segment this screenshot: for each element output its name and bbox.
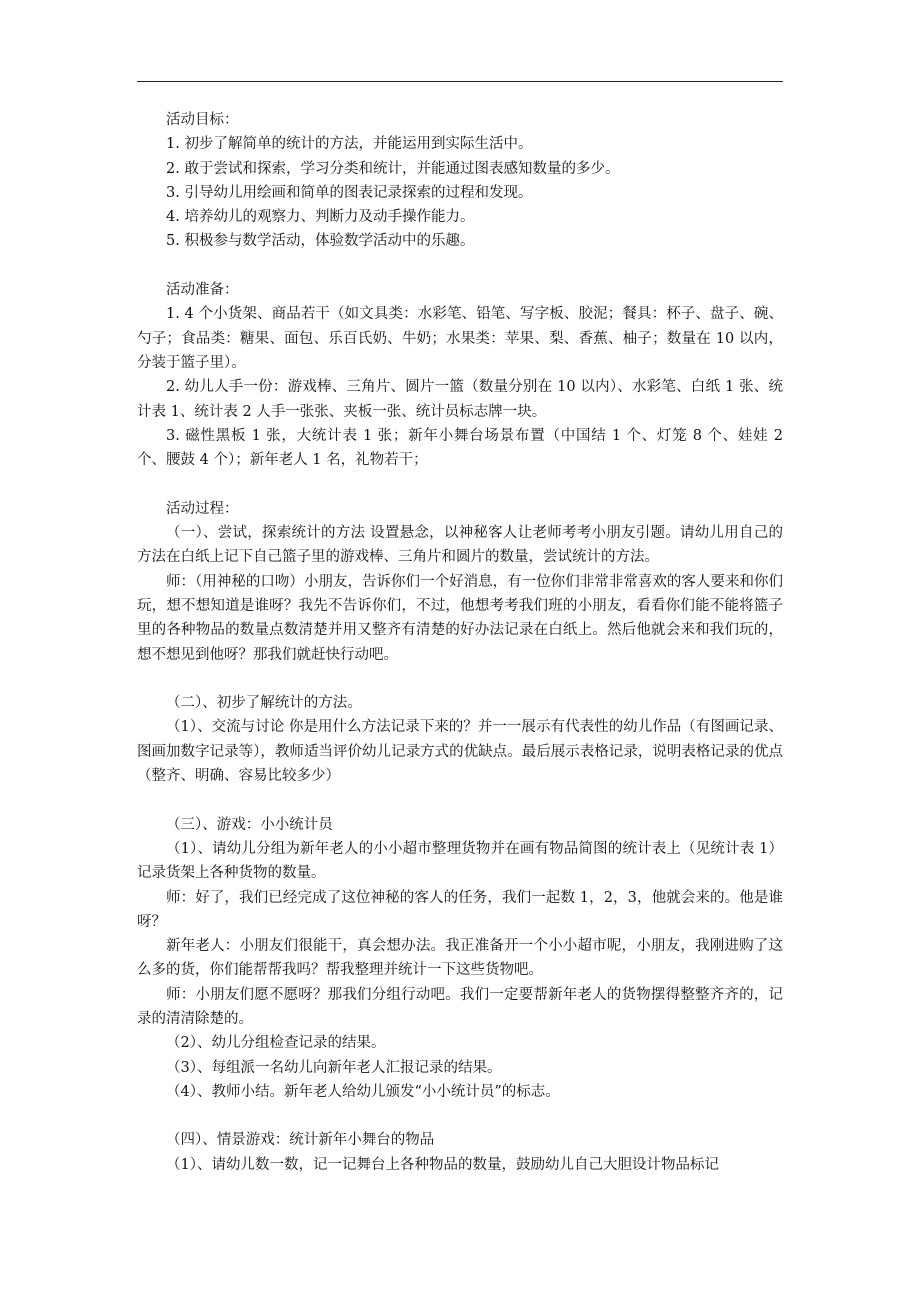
- document-body: [137, 108, 783, 1177]
- preparation-item-3: 3. 磁性黑板 1 张，大统计表 1 张；新年小舞台场景布置（中国结 1 个、灯笼 8 个、娃娃 2 个、腰鼓 4 个）；新年老人 1 名，礼物若干；: [137, 427, 783, 469]
- process-step-4-item-1: （1）、请幼儿数一数，记一记舞台上各种物品的数量，鼓励幼儿自己大胆设计物品标记: [166, 1156, 719, 1173]
- section-heading-process: 活动过程：: [166, 500, 239, 517]
- process-step-3-teacher-speech-1: 师：好了，我们已经完成了这位神秘的客人的任务，我们一起数 1，2，3，他就会来的。他是谁呀？: [137, 889, 783, 930]
- process-step-2-heading: （二）、初步了解统计的方法。: [166, 695, 362, 712]
- preparation-item-2: 2. 幼儿人手一份：游戏棒、三角片、圆片一篮（数量分别在 10 以内）、水彩笔、白纸 1 张、统计表 1、统计表 2 人手一张张、夹板一张、统计员标志牌一块。: [137, 379, 783, 420]
- process-step-3-item-2: （2）、幼儿分组检查记录的结果。: [166, 1035, 386, 1052]
- process-step-3-item-3: （3）、每组派一名幼儿向新年老人汇报记录的结果。: [166, 1059, 502, 1076]
- process-step-1: （一）、尝试，探索统计的方法 设置悬念，以神秘客人让老师考考小朋友引题。请幼儿用自己的方法在白纸上记下自己篮子里的游戏棒、三角片和圆片的数量，尝试统计的方法。: [137, 525, 783, 566]
- process-step-1-teacher-speech: 师：（用神秘的口吻）小朋友，告诉你们一个好消息，有一位你们非常非常喜欢的客人要来和你们玩，想不想知道是谁呀？我先不告诉你们，不过，他想考考我们班的小朋友，看看你们能不能将篮子里的各种物品的数量点数清楚并用又整齐有清楚的好办法记录在白纸上。然后他就会来和我们玩的，想不想见到他呀？那我们就赶快行动吧。: [137, 573, 783, 663]
- process-step-3-heading: （三）、游戏：小小统计员: [166, 816, 333, 833]
- process-step-3-santa-speech: 新年老人：小朋友们很能干，真会想办法。我正准备开一个小小超市呢，小朋友，我刚进购了这么多的货，你们能帮帮我吗？帮我整理并统计一下这些货物吧。: [137, 938, 783, 979]
- header-rule: [137, 81, 783, 82]
- process-step-3-item-4: （4）、教师小结。新年老人给幼儿颁发“小小统计员”的标志。: [166, 1083, 560, 1100]
- goal-item-5: 5. 积极参与数学活动，体验数学活动中的乐趣。: [166, 233, 475, 250]
- process-step-3-teacher-speech-2: 师：小朋友们愿不愿呀？那我们分组行动吧。我们一定要帮新年老人的货物摆得整整齐齐的，记录的清清除楚的。: [137, 986, 783, 1027]
- section-heading-goals: 活动目标：: [166, 112, 239, 128]
- process-step-2-item-1: （1）、交流与讨论 你是用什么方法记录下来的？并一一展示有代表性的幼儿作品（有图画记录、图画加数字记录等），教师适当评价幼儿记录方式的优缺点。最后展示表格记录，说明表格记录的优点（整齐、明确、容易比较多少）: [137, 719, 783, 785]
- goal-item-2: 2. 敢于尝试和探索，学习分类和统计，并能通过图表感知数量的多少。: [166, 160, 620, 177]
- goal-item-1: 1. 初步了解简单的统计的方法，并能运用到实际生活中。: [166, 136, 533, 153]
- process-step-4-heading: （四）、情景游戏：统计新年小舞台的物品: [166, 1132, 435, 1149]
- process-step-3-item-1: （1）、请幼儿分组为新年老人的小小超市整理货物并在画有物品简图的统计表上（见统计表 1）记录货架上各种货物的数量。: [137, 840, 783, 882]
- preparation-item-1: 1. 4 个小货架、商品若干（如文具类：水彩笔、铅笔、写字板、胶泥；餐具：杯子、盘子、碗、勺子；食品类：糖果、面包、乐百氏奶、牛奶；水果类：苹果、梨、香蕉、柚子；数量在 10 以内，分装于篮子里）。: [137, 306, 783, 371]
- goal-item-4: 4. 培养幼儿的观察力、判断力及动手操作能力。: [166, 209, 475, 226]
- section-heading-preparation: 活动准备：: [166, 282, 239, 299]
- goal-item-3: 3. 引导幼儿用绘画和简单的图表记录探索的过程和发现。: [166, 184, 533, 201]
